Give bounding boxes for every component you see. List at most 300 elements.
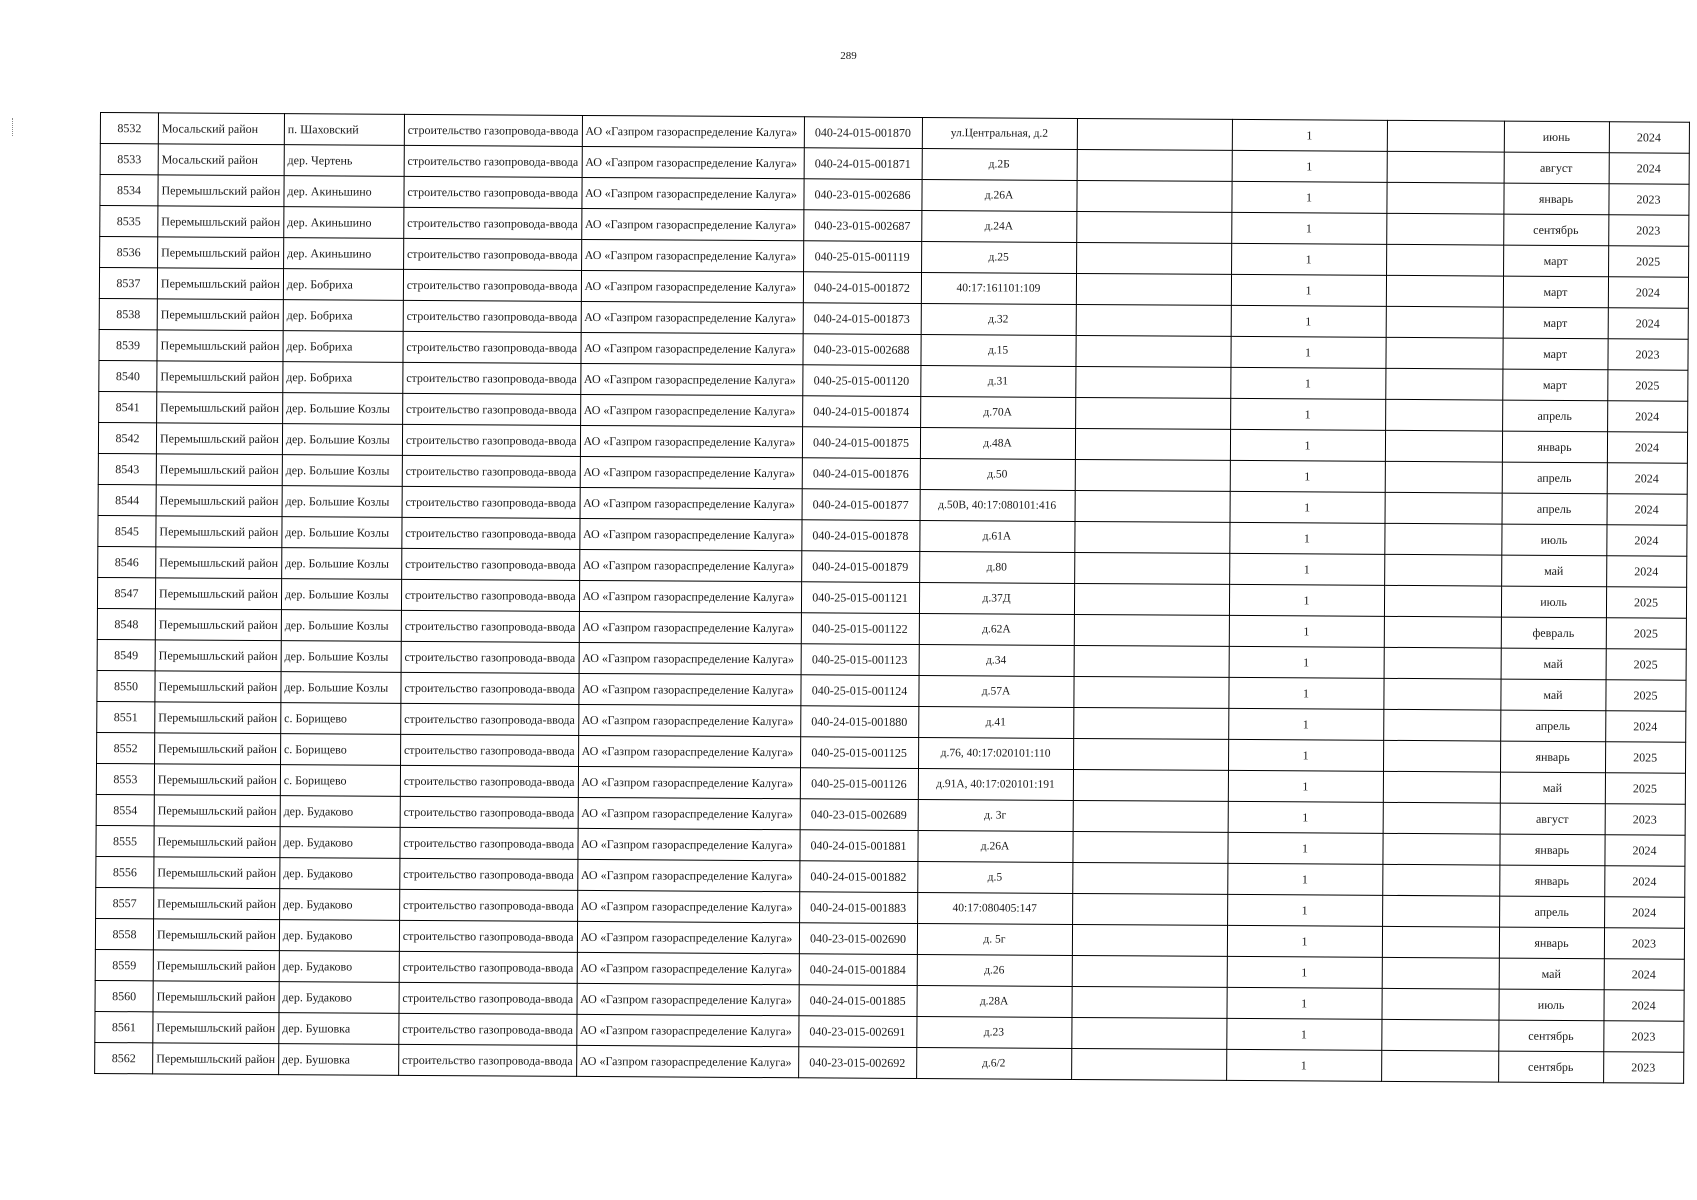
address-cell: д.41	[918, 707, 1073, 739]
month-cell: май	[1501, 648, 1606, 680]
address-cell: д.50В, 40:17:080101:416	[920, 490, 1075, 522]
district-cell: Перемышльский район	[155, 702, 281, 734]
locality-cell: дер. Будаково	[279, 951, 399, 983]
address-cell: д.23	[916, 1017, 1071, 1049]
row-number: 8558	[95, 918, 153, 949]
application-number-cell: 040-24-015-001872	[803, 272, 921, 304]
work-type-cell: строительство газопровода-ввода	[401, 641, 579, 673]
empty-cell	[1077, 149, 1232, 181]
month-cell: январь	[1503, 183, 1608, 215]
empty-cell	[1385, 461, 1502, 493]
row-number: 8536	[100, 237, 158, 268]
quantity-cell: 1	[1230, 367, 1385, 399]
organization-cell: АО «Газпром газораспределение Калуга»	[581, 208, 803, 240]
empty-cell	[1384, 523, 1501, 555]
address-cell: д.37Д	[919, 583, 1074, 615]
work-type-cell: строительство газопровода-ввода	[403, 269, 581, 301]
work-type-cell: строительство газопровода-ввода	[400, 734, 578, 766]
empty-cell	[1075, 428, 1230, 460]
empty-cell	[1073, 707, 1228, 739]
locality-cell: дер. Акиньшино	[284, 176, 404, 208]
year-cell: 2024	[1604, 990, 1684, 1021]
row-number: 8556	[96, 856, 154, 887]
work-type-cell: строительство газопровода-ввода	[403, 362, 581, 394]
address-cell: д.62А	[919, 614, 1074, 646]
month-cell: апрель	[1500, 710, 1605, 742]
address-cell: д.25	[921, 242, 1076, 274]
empty-cell	[1383, 678, 1500, 710]
month-cell: июль	[1499, 989, 1604, 1021]
register-rows	[95, 113, 1689, 1084]
empty-cell	[1385, 368, 1502, 400]
empty-cell	[1382, 988, 1499, 1020]
application-number-cell: 040-24-015-001871	[804, 148, 922, 180]
district-cell: Перемышльский район	[155, 733, 281, 765]
row-number: 8543	[98, 453, 156, 484]
application-number-cell: 040-23-015-002687	[803, 210, 921, 242]
row-number: 8549	[97, 639, 155, 670]
quantity-cell: 1	[1226, 1049, 1381, 1081]
organization-cell: АО «Газпром газораспределение Калуга»	[579, 518, 801, 550]
address-cell: д.5	[917, 862, 1072, 894]
quantity-cell: 1	[1228, 708, 1383, 740]
district-cell: Перемышльский район	[155, 671, 281, 703]
organization-cell: АО «Газпром газораспределение Калуга»	[577, 828, 799, 860]
locality-cell: дер. Бобриха	[283, 269, 403, 301]
year-cell: 2024	[1607, 463, 1687, 494]
row-number: 8541	[99, 391, 157, 422]
locality-cell: дер. Большие Козлы	[282, 424, 402, 456]
year-cell: 2024	[1609, 122, 1689, 153]
district-cell: Перемышльский район	[156, 547, 282, 579]
district-cell: Мосальский район	[158, 144, 284, 176]
empty-cell	[1073, 738, 1228, 770]
district-cell: Перемышльский район	[157, 330, 283, 362]
row-number: 8537	[99, 268, 157, 299]
empty-cell	[1386, 306, 1503, 338]
year-cell: 2025	[1606, 587, 1686, 618]
application-number-cell: 040-25-015-001121	[801, 582, 919, 614]
district-cell: Перемышльский район	[155, 640, 281, 672]
month-cell: сентябрь	[1503, 214, 1608, 246]
application-number-cell: 040-25-015-001123	[801, 644, 919, 676]
locality-cell: дер. Большие Козлы	[282, 517, 402, 549]
empty-cell	[1077, 118, 1232, 150]
application-number-cell: 040-25-015-001124	[800, 675, 918, 707]
month-cell: апрель	[1502, 462, 1607, 494]
quantity-cell: 1	[1227, 863, 1382, 895]
empty-cell	[1383, 740, 1500, 772]
month-cell: март	[1503, 307, 1608, 339]
address-cell: д.80	[919, 552, 1074, 584]
locality-cell: дер. Большие Козлы	[281, 579, 401, 611]
district-cell: Перемышльский район	[153, 1043, 279, 1075]
locality-cell: дер. Будаково	[280, 827, 400, 859]
month-cell: май	[1501, 555, 1606, 587]
work-type-cell: строительство газопровода-ввода	[400, 858, 578, 890]
row-number: 8539	[99, 329, 157, 360]
empty-cell	[1073, 769, 1228, 801]
district-cell: Перемышльский район	[154, 764, 280, 796]
address-cell: д.61А	[919, 521, 1074, 553]
district-cell: Перемышльский район	[153, 981, 279, 1013]
empty-cell	[1384, 554, 1501, 586]
year-cell: 2025	[1605, 680, 1685, 711]
work-type-cell: строительство газопровода-ввода	[401, 579, 579, 611]
empty-cell	[1385, 492, 1502, 524]
empty-cell	[1071, 1017, 1226, 1049]
address-cell: д.2Б	[922, 149, 1077, 181]
address-cell: д.26	[917, 955, 1072, 987]
organization-cell: АО «Газпром газораспределение Калуга»	[578, 766, 800, 798]
district-cell: Перемышльский район	[153, 1012, 279, 1044]
organization-cell: АО «Газпром газораспределение Калуга»	[582, 115, 804, 147]
quantity-cell: 1	[1228, 770, 1383, 802]
empty-cell	[1076, 211, 1231, 243]
row-number: 8550	[97, 670, 155, 701]
application-number-cell: 040-25-015-001125	[800, 737, 918, 769]
locality-cell: дер. Будаково	[280, 796, 400, 828]
month-cell: март	[1502, 338, 1607, 370]
month-cell: март	[1502, 369, 1607, 401]
work-type-cell: строительство газопровода-ввода	[400, 827, 578, 859]
quantity-cell: 1	[1228, 801, 1383, 833]
work-type-cell: строительство газопровода-ввода	[402, 424, 580, 456]
quantity-cell: 1	[1232, 150, 1387, 182]
empty-cell	[1387, 120, 1504, 152]
organization-cell: АО «Газпром газораспределение Калуга»	[576, 1045, 798, 1077]
empty-cell	[1074, 583, 1229, 615]
locality-cell: дер. Большие Козлы	[282, 486, 402, 518]
quantity-cell: 1	[1228, 739, 1383, 771]
locality-cell: дер. Большие Козлы	[281, 672, 401, 704]
row-number: 8547	[97, 577, 155, 608]
locality-cell: дер. Будаково	[279, 889, 399, 921]
empty-cell	[1384, 647, 1501, 679]
application-number-cell: 040-24-015-001878	[801, 520, 919, 552]
year-cell: 2024	[1604, 835, 1684, 866]
month-cell: август	[1504, 152, 1609, 184]
month-cell: апрель	[1502, 400, 1607, 432]
locality-cell: дер. Большие Козлы	[282, 548, 402, 580]
application-number-cell: 040-23-015-002686	[803, 179, 921, 211]
locality-cell: дер. Большие Козлы	[282, 455, 402, 487]
year-cell: 2024	[1608, 277, 1688, 308]
row-number: 8552	[97, 732, 155, 763]
year-cell: 2023	[1603, 1021, 1683, 1052]
organization-cell: АО «Газпром газораспределение Калуга»	[577, 859, 799, 891]
address-cell: д.70А	[920, 397, 1075, 429]
application-number-cell: 040-24-015-001876	[802, 458, 920, 490]
address-cell: д.24А	[921, 211, 1076, 243]
locality-cell: дер. Бушовка	[279, 1013, 399, 1045]
district-cell: Перемышльский район	[155, 609, 281, 641]
application-number-cell: 040-24-015-001885	[799, 985, 917, 1017]
month-cell: январь	[1499, 834, 1604, 866]
empty-cell	[1386, 275, 1503, 307]
application-number-cell: 040-25-015-001119	[803, 241, 921, 273]
address-cell: д.57А	[918, 676, 1073, 708]
work-type-cell: строительство газопровода-ввода	[401, 703, 579, 735]
year-cell: 2024	[1607, 401, 1687, 432]
empty-cell	[1076, 242, 1231, 274]
work-type-cell: строительство газопровода-ввода	[404, 114, 582, 146]
organization-cell: АО «Газпром газораспределение Калуга»	[582, 146, 804, 178]
empty-cell	[1386, 244, 1503, 276]
locality-cell: дер. Будаково	[279, 920, 399, 952]
organization-cell: АО «Газпром газораспределение Калуга»	[580, 487, 802, 519]
year-cell: 2025	[1607, 370, 1687, 401]
application-number-cell: 040-24-015-001884	[799, 954, 917, 986]
work-type-cell: строительство газопровода-ввода	[401, 672, 579, 704]
work-type-cell: строительство газопровода-ввода	[399, 920, 577, 952]
month-cell: январь	[1499, 927, 1604, 959]
quantity-cell: 1	[1228, 677, 1383, 709]
quantity-cell: 1	[1229, 646, 1384, 678]
work-type-cell: строительство газопровода-ввода	[400, 796, 578, 828]
year-cell: 2023	[1603, 1052, 1683, 1083]
organization-cell: АО «Газпром газораспределение Калуга»	[576, 1014, 798, 1046]
quantity-cell: 1	[1229, 615, 1384, 647]
application-number-cell: 040-24-015-001882	[799, 861, 917, 893]
application-number-cell: 040-25-015-001120	[802, 365, 920, 397]
address-cell: 40:17:080405:147	[917, 893, 1072, 925]
month-cell: январь	[1500, 741, 1605, 773]
quantity-cell: 1	[1227, 987, 1382, 1019]
application-number-cell: 040-24-015-001879	[801, 551, 919, 583]
quantity-cell: 1	[1226, 1018, 1381, 1050]
quantity-cell: 1	[1227, 894, 1382, 926]
locality-cell: дер. Бобриха	[283, 362, 403, 394]
work-type-cell: строительство газопровода-ввода	[402, 455, 580, 487]
empty-cell	[1074, 552, 1229, 584]
empty-cell	[1384, 585, 1501, 617]
district-cell: Мосальский район	[158, 113, 284, 145]
month-cell: сентябрь	[1498, 1020, 1603, 1052]
year-cell: 2024	[1609, 153, 1689, 184]
application-number-cell: 040-24-015-001877	[802, 489, 920, 521]
month-cell: май	[1500, 772, 1605, 804]
row-number: 8557	[96, 887, 154, 918]
organization-cell: АО «Газпром газораспределение Калуга»	[580, 425, 802, 457]
empty-cell	[1383, 802, 1500, 834]
address-cell: д.76, 40:17:020101:110	[918, 738, 1073, 770]
quantity-cell: 1	[1230, 398, 1385, 430]
month-cell: июнь	[1504, 121, 1609, 153]
empty-cell	[1385, 430, 1502, 462]
empty-cell	[1074, 521, 1229, 553]
address-cell: д.31	[920, 366, 1075, 398]
locality-cell: дер. Будаково	[279, 982, 399, 1014]
row-number: 8545	[98, 515, 156, 546]
month-cell: сентябрь	[1498, 1051, 1603, 1083]
year-cell: 2024	[1607, 494, 1687, 525]
address-cell: д.48А	[920, 428, 1075, 460]
year-cell: 2024	[1604, 959, 1684, 990]
locality-cell: дер. Большие Козлы	[282, 393, 402, 425]
quantity-cell: 1	[1230, 491, 1385, 523]
application-number-cell: 040-23-015-002690	[799, 923, 917, 955]
row-number: 8548	[97, 608, 155, 639]
empty-cell	[1076, 304, 1231, 336]
locality-cell: с. Борищево	[281, 703, 401, 735]
empty-cell	[1075, 335, 1230, 367]
month-cell: июль	[1501, 524, 1606, 556]
quantity-cell: 1	[1229, 584, 1384, 616]
month-cell: январь	[1499, 865, 1604, 897]
organization-cell: АО «Газпром газораспределение Калуга»	[579, 580, 801, 612]
address-cell: д.50	[920, 459, 1075, 491]
year-cell: 2025	[1608, 246, 1688, 277]
address-cell: д.32	[921, 304, 1076, 336]
year-cell: 2023	[1604, 928, 1684, 959]
locality-cell: дер. Будаково	[280, 858, 400, 890]
row-number: 8533	[100, 144, 158, 175]
district-cell: Перемышльский район	[157, 268, 283, 300]
organization-cell: АО «Газпром газораспределение Калуга»	[579, 549, 801, 581]
locality-cell: дер. Бушовка	[278, 1044, 398, 1076]
month-cell: май	[1500, 679, 1605, 711]
work-type-cell: строительство газопровода-ввода	[400, 765, 578, 797]
district-cell: Перемышльский район	[155, 578, 281, 610]
address-cell: д.26А	[917, 831, 1072, 863]
district-cell: Перемышльский район	[156, 423, 282, 455]
organization-cell: АО «Газпром газораспределение Калуга»	[581, 177, 803, 209]
district-cell: Перемышльский район	[153, 919, 279, 951]
empty-cell	[1073, 800, 1228, 832]
work-type-cell: строительство газопровода-ввода	[404, 145, 582, 177]
address-cell: д. 3г	[918, 800, 1073, 832]
row-number: 8546	[98, 546, 156, 577]
year-cell: 2025	[1605, 773, 1685, 804]
row-number: 8551	[97, 701, 155, 732]
district-cell: Перемышльский район	[158, 175, 284, 207]
year-cell: 2023	[1605, 804, 1685, 835]
row-number: 8544	[98, 484, 156, 515]
year-cell: 2025	[1606, 618, 1686, 649]
work-type-cell: строительство газопровода-ввода	[402, 486, 580, 518]
locality-cell: с. Борищево	[280, 765, 400, 797]
work-type-cell: строительство газопровода-ввода	[402, 517, 580, 549]
work-type-cell: строительство газопровода-ввода	[402, 548, 580, 580]
organization-cell: АО «Газпром газораспределение Калуга»	[580, 456, 802, 488]
work-type-cell: строительство газопровода-ввода	[399, 889, 577, 921]
district-cell: Перемышльский район	[153, 950, 279, 982]
empty-cell	[1072, 924, 1227, 956]
year-cell: 2024	[1608, 308, 1688, 339]
month-cell: май	[1499, 958, 1604, 990]
empty-cell	[1075, 459, 1230, 491]
district-cell: Перемышльский район	[154, 826, 280, 858]
organization-cell: АО «Газпром газораспределение Калуга»	[580, 363, 802, 395]
locality-cell: дер. Акиньшино	[283, 238, 403, 270]
organization-cell: АО «Газпром газораспределение Калуга»	[577, 983, 799, 1015]
empty-cell	[1072, 831, 1227, 863]
address-cell: д. 5г	[917, 924, 1072, 956]
address-cell: д.28А	[917, 986, 1072, 1018]
empty-cell	[1383, 709, 1500, 741]
application-number-cell: 040-25-015-001126	[800, 768, 918, 800]
empty-cell	[1382, 864, 1499, 896]
row-number: 8559	[95, 949, 153, 980]
year-cell: 2023	[1608, 215, 1688, 246]
register-table	[94, 112, 1689, 1084]
organization-cell: АО «Газпром газораспределение Калуга»	[578, 673, 800, 705]
row-number: 8560	[95, 980, 153, 1011]
address-cell: д.91А, 40:17:020101:191	[918, 769, 1073, 801]
work-type-cell: строительство газопровода-ввода	[403, 331, 581, 363]
quantity-cell: 1	[1231, 212, 1386, 244]
application-number-cell: 040-23-015-002689	[800, 799, 918, 831]
application-number-cell: 040-24-015-001883	[799, 892, 917, 924]
empty-cell	[1076, 180, 1231, 212]
month-cell: апрель	[1499, 896, 1604, 928]
quantity-cell: 1	[1231, 181, 1386, 213]
application-number-cell: 040-25-015-001122	[801, 613, 919, 645]
empty-cell	[1075, 397, 1230, 429]
month-cell: февраль	[1501, 617, 1606, 649]
organization-cell: АО «Газпром газораспределение Калуга»	[579, 611, 801, 643]
year-cell: 2023	[1607, 339, 1687, 370]
row-number: 8555	[96, 825, 154, 856]
empty-cell	[1071, 1048, 1226, 1080]
quantity-cell: 1	[1231, 243, 1386, 275]
locality-cell: п. Шаховский	[284, 114, 404, 146]
locality-cell: дер. Акиньшино	[284, 207, 404, 239]
district-cell: Перемышльский район	[157, 392, 283, 424]
month-cell: март	[1503, 245, 1608, 277]
application-number-cell: 040-24-015-001873	[803, 303, 921, 335]
organization-cell: АО «Газпром газораспределение Калуга»	[577, 921, 799, 953]
page-number: 289	[840, 50, 857, 62]
district-cell: Перемышльский район	[156, 454, 282, 486]
application-number-cell: 040-24-015-001874	[802, 396, 920, 428]
year-cell: 2023	[1608, 184, 1688, 215]
empty-cell	[1072, 955, 1227, 987]
work-type-cell: строительство газопровода-ввода	[404, 207, 582, 239]
address-cell: д.34	[919, 645, 1074, 677]
quantity-cell: 1	[1227, 832, 1382, 864]
organization-cell: АО «Газпром газораспределение Калуга»	[581, 239, 803, 271]
empty-cell	[1386, 182, 1503, 214]
empty-cell	[1072, 862, 1227, 894]
work-type-cell: строительство газопровода-ввода	[403, 238, 581, 270]
row-number: 8535	[100, 206, 158, 237]
address-cell: 40:17:161101:109	[921, 273, 1076, 305]
row-number: 8561	[95, 1011, 153, 1042]
locality-cell: дер. Чертень	[284, 145, 404, 177]
year-cell: 2024	[1606, 556, 1686, 587]
empty-cell	[1383, 771, 1500, 803]
empty-cell	[1075, 366, 1230, 398]
quantity-cell: 1	[1229, 553, 1384, 585]
empty-cell	[1387, 151, 1504, 183]
address-cell: д.15	[920, 335, 1075, 367]
quantity-cell: 1	[1232, 119, 1387, 151]
application-number-cell: 040-24-015-001875	[802, 427, 920, 459]
year-cell: 2024	[1606, 525, 1686, 556]
organization-cell: АО «Газпром газораспределение Калуга»	[578, 704, 800, 736]
year-cell: 2024	[1605, 711, 1685, 742]
organization-cell: АО «Газпром газораспределение Калуга»	[580, 394, 802, 426]
row-number: 8554	[96, 794, 154, 825]
organization-cell: АО «Газпром газораспределение Калуга»	[578, 797, 800, 829]
application-number-cell: 040-24-015-001870	[804, 117, 922, 149]
empty-cell	[1074, 645, 1229, 677]
application-number-cell: 040-24-015-001881	[799, 830, 917, 862]
organization-cell: АО «Газпром газораспределение Калуга»	[579, 642, 801, 674]
district-cell: Перемышльский район	[158, 206, 284, 238]
